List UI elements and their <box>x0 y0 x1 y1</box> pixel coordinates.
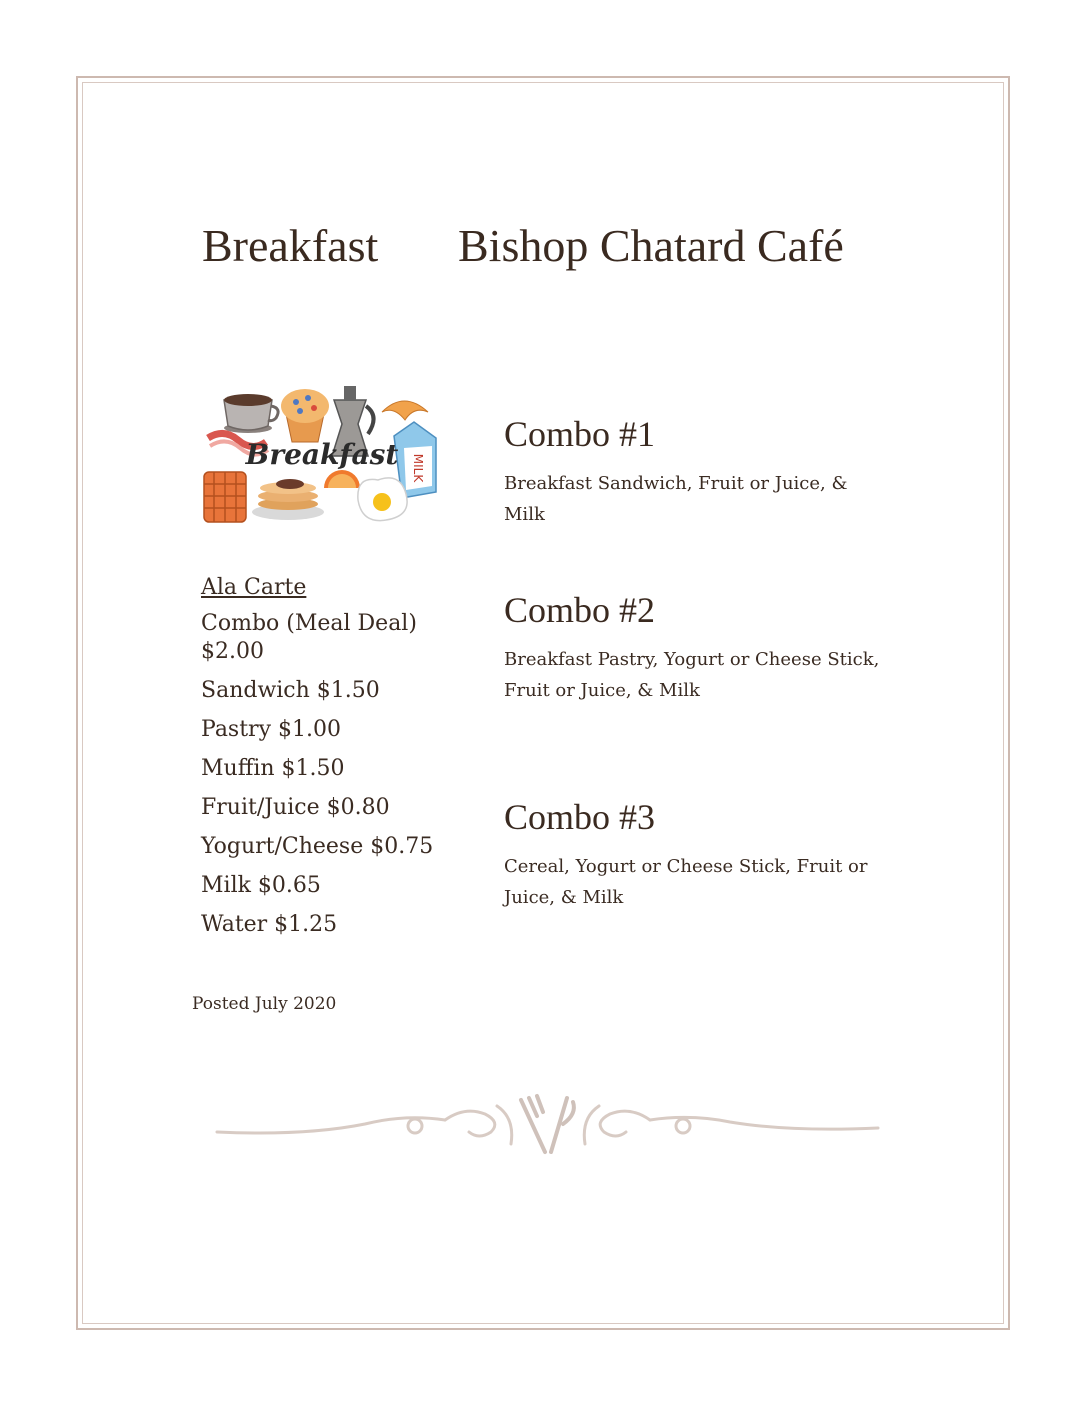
combo-section <box>504 588 884 706</box>
fried-egg-icon <box>358 478 407 521</box>
combo-title: Combo #2 <box>504 590 656 630</box>
menu-item: Combo (Meal Deal) $2.00 <box>201 611 417 664</box>
orange-slice-icon <box>324 470 360 488</box>
decorative-flourish <box>215 1092 880 1162</box>
combo-description: Breakfast Sandwich, Fruit or Juice, & Milk <box>504 473 848 525</box>
menu-item: Water $1.25 <box>201 912 338 937</box>
cafe-name: Bishop Chatard Café <box>458 220 844 271</box>
combo-title: Combo #3 <box>504 797 656 837</box>
menu-item: Fruit/Juice $0.80 <box>201 795 390 820</box>
fork-knife-icon <box>521 1096 574 1152</box>
menu-item: Milk $0.65 <box>201 873 321 898</box>
combo-section <box>504 795 884 913</box>
muffin-icon <box>281 389 329 442</box>
menu-item: Yogurt/Cheese $0.75 <box>201 834 434 859</box>
coffee-cup-icon <box>224 394 278 433</box>
combo-section <box>504 412 884 530</box>
combo-description: Breakfast Pastry, Yogurt or Cheese Stick, Fruit or Juice, & Milk <box>504 649 880 701</box>
ala-carte-heading: Ala Carte <box>201 575 307 600</box>
pancakes-icon <box>252 479 324 520</box>
menu-item: Muffin $1.50 <box>201 756 345 781</box>
milk-label: MILK <box>411 453 425 483</box>
menu-item: Sandwich $1.50 <box>201 678 380 703</box>
combo-title: Combo #1 <box>504 414 656 454</box>
waffle-icon <box>204 472 246 522</box>
breakfast-word: Breakfast <box>245 438 399 471</box>
breakfast-illustration <box>198 376 448 536</box>
menu-title: Breakfast <box>202 220 379 271</box>
combo-description: Cereal, Yogurt or Cheese Stick, Fruit or Juice, & Milk <box>504 856 868 908</box>
ala-carte-list <box>201 574 461 950</box>
posted-date: Posted July 2020 <box>192 994 337 1014</box>
croissant-icon <box>382 401 428 420</box>
menu-item: Pastry $1.00 <box>201 717 341 742</box>
